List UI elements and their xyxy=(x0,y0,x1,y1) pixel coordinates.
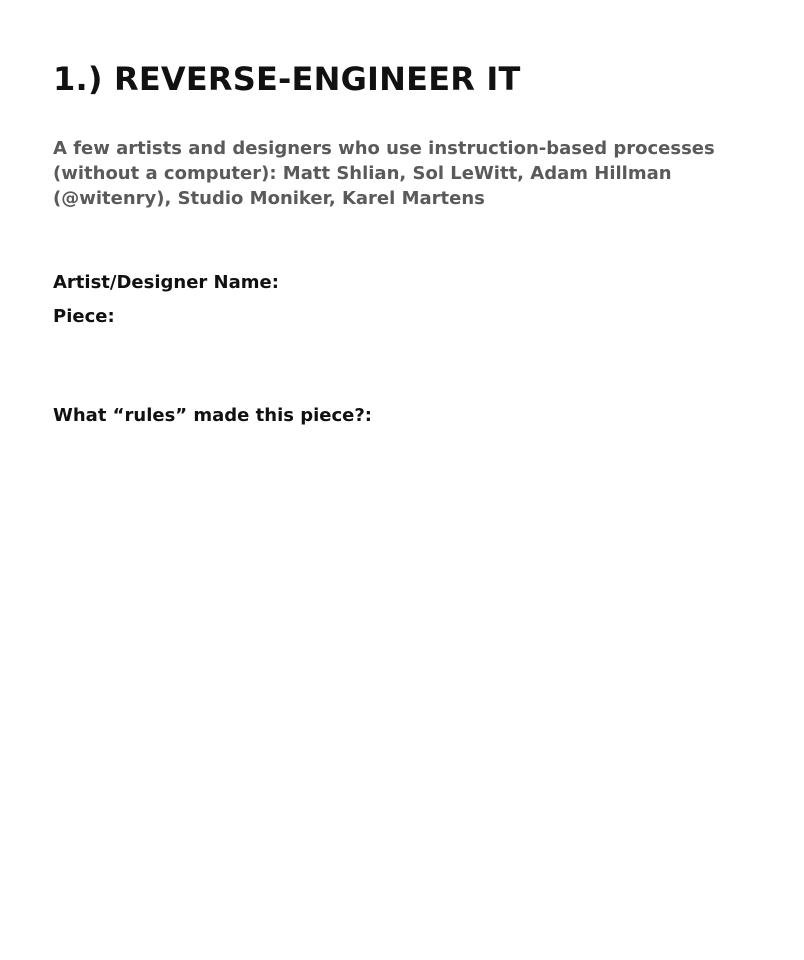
section-heading: 1.) REVERSE-ENGINEER IT xyxy=(53,60,521,98)
artist-designer-name-label: Artist/Designer Name: xyxy=(53,272,279,293)
piece-label: Piece: xyxy=(53,306,115,327)
intro-paragraph: A few artists and designers who use instruction-based processes (without a computer): Matt Shlian, Sol LeWitt, Adam Hillman (@witenry), Studio Moniker, Karel Martens xyxy=(53,138,715,209)
rules-question-label: What “rules” made this piece?: xyxy=(53,405,373,426)
